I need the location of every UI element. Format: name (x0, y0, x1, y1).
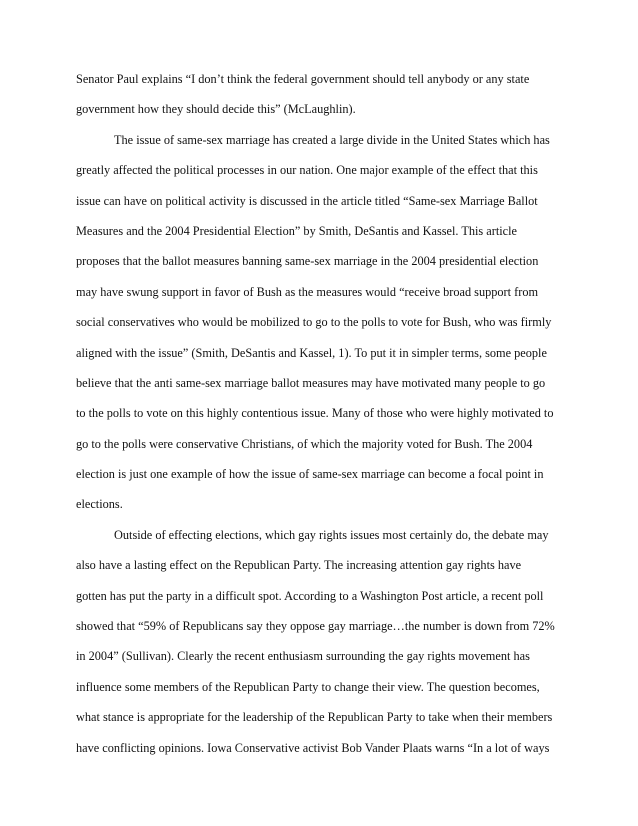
text-line: gotten has put the party in a difficult spot. According to a Washington Post article, a recent poll (76, 588, 544, 603)
text-line: issue can have on political activity is discussed in the article titled “Same-sex Marriage Ballot (76, 193, 538, 208)
text-line: in 2004” (Sullivan). Clearly the recent enthusiasm surrounding the gay rights movement has (76, 649, 530, 664)
text-line: may have swung support in favor of Bush as the measures would “receive broad support from (76, 284, 539, 299)
text-line: greatly affected the political processes in our nation. One major example of the effect that this (76, 163, 538, 178)
text-line: to the polls to vote on this highly contentious issue. Many of those who were highly motivated to (76, 406, 554, 421)
text-line: showed that “59% of Republicans say they oppose gay marriage…the number is down from 72% (76, 619, 555, 634)
text-line: go to the polls were conservative Christians, of which the majority voted for Bush. The 2004 (76, 436, 533, 451)
text-line: election is just one example of how the issue of same-sex marriage can become a focal point in (76, 467, 544, 482)
text-line: aligned with the issue” (Smith, DeSantis and Kassel, 1). To put it in simpler terms, some people (76, 345, 547, 360)
text-line: elections. (76, 497, 123, 512)
text-line: Senator Paul explains “I don’t think the federal government should tell anybody or any state (76, 72, 530, 86)
text-line: also have a lasting effect on the Republican Party. The increasing attention gay rights have (76, 558, 522, 573)
text-line: influence some members of the Republican Party to change their view. The question becomes, (76, 679, 540, 694)
text-line: social conservatives who would be mobilized to go to the polls to vote for Bush, who was firmly (76, 315, 552, 330)
document-body (76, 64, 566, 763)
text-line: have conflicting opinions. Iowa Conservative activist Bob Vander Plaats warns “In a lot of ways (76, 740, 550, 755)
text-line: government how they should decide this” (McLaughlin). (76, 102, 356, 117)
text-line: Measures and the 2004 Presidential Election” by Smith, DeSantis and Kassel. This article (76, 223, 518, 238)
text-line: Outside of effecting elections, which gay rights issues most certainly do, the debate may (114, 527, 549, 542)
text-line: proposes that the ballot measures banning same-sex marriage in the 2004 presidential election (76, 254, 539, 269)
text-line: believe that the anti same-sex marriage ballot measures may have motivated many people to go (76, 375, 546, 390)
text-line: what stance is appropriate for the leadership of the Republican Party to take when their members (76, 710, 553, 725)
text-line: The issue of same-sex marriage has created a large divide in the United States which has (114, 132, 550, 147)
